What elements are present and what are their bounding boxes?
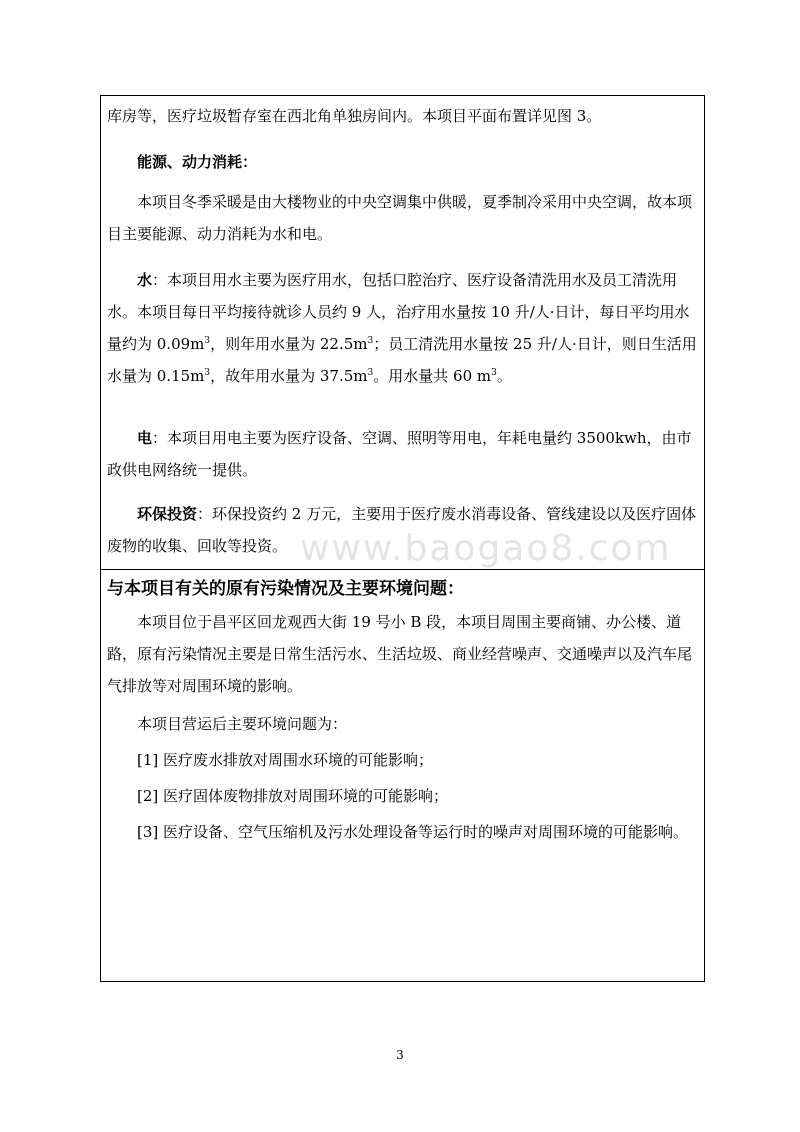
sup-c: 3 [204,368,211,378]
water-text-6: 。 [496,367,512,385]
energy-paragraph: 本项目冬季采暖是由大楼物业的中央空调集中供暖，夏季制冷采用中央空调，故本项目主要能源、动力消耗为水和电。 [107,193,693,243]
sup-d: 3 [367,368,374,378]
issue-item-3: [3] 医疗设备、空气压缩机及污水处理设备等运行时的噪声对周围环境的可能影响。 [137,823,689,841]
investment-text: ：环保投资约 2 万元，主要用于医疗废水消毒设备、管线建设以及医疗固体废物的收集、回收等投资。 [107,505,697,555]
continued-line: 库房等，医疗垃圾暂存室在西北角单独房间内。本项目平面布置详见图 3。 [107,107,602,125]
issue-item-2: [2] 医疗固体废物排放对周围环境的可能影响； [137,787,449,805]
issue-item-1: [1] 医疗废水排放对周围水环境的可能影响； [137,751,434,769]
sup-e: 3 [491,368,497,378]
water-text-5: 。用水量共 60 m [373,367,492,385]
water-text-3: ；员工清洗用水量按 25 升/人·日计，则日生活用水量为 0.15m [107,335,697,385]
investment-label: 环保投资 [137,505,198,523]
water-label: 水 [137,271,153,289]
issues-intro: 本项目营运后主要环境问题为： [137,715,348,733]
page-number: 3 [396,1048,404,1062]
water-text-2: ，则年用水量为 22.5m [210,335,368,353]
sup-b: 3 [367,336,374,346]
water-paragraph [107,264,699,392]
water-text-4: ，故年用水量为 37.5m [210,367,368,385]
pollution-paragraph: 本项目位于昌平区回龙观西大街 19 号小 B 段，本项目周围主要商铺、办公楼、道路，原有污染情况主要是日常生活污水、生活垃圾、商业经营噪声、交通噪声以及汽车尾气排放等对周围环境的影响。 [107,613,693,695]
sup-a: 3 [204,336,211,346]
energy-heading: 能源、动力消耗： [137,153,258,171]
watermark: www.baogao8.com [300,528,672,569]
power-text: ：本项目用电主要为医疗设备、空调、照明等用电，年耗电量约 3500kwh，由市政供电网络统一提供。 [107,429,692,479]
section-divider [101,569,704,570]
power-paragraph [107,422,699,486]
section2-heading: 与本项目有关的原有污染情况及主要环境问题： [107,579,464,599]
water-text-1: ：本项目用水主要为医疗用水，包括口腔治疗、医疗设备清洗用水及员工清洗用水。本项目每日平均接待就诊人员约 9 人，治疗用水量按 10 升/人·日计，每日平均用水量约为 0.09m [107,271,690,353]
power-label: 电 [137,429,153,447]
